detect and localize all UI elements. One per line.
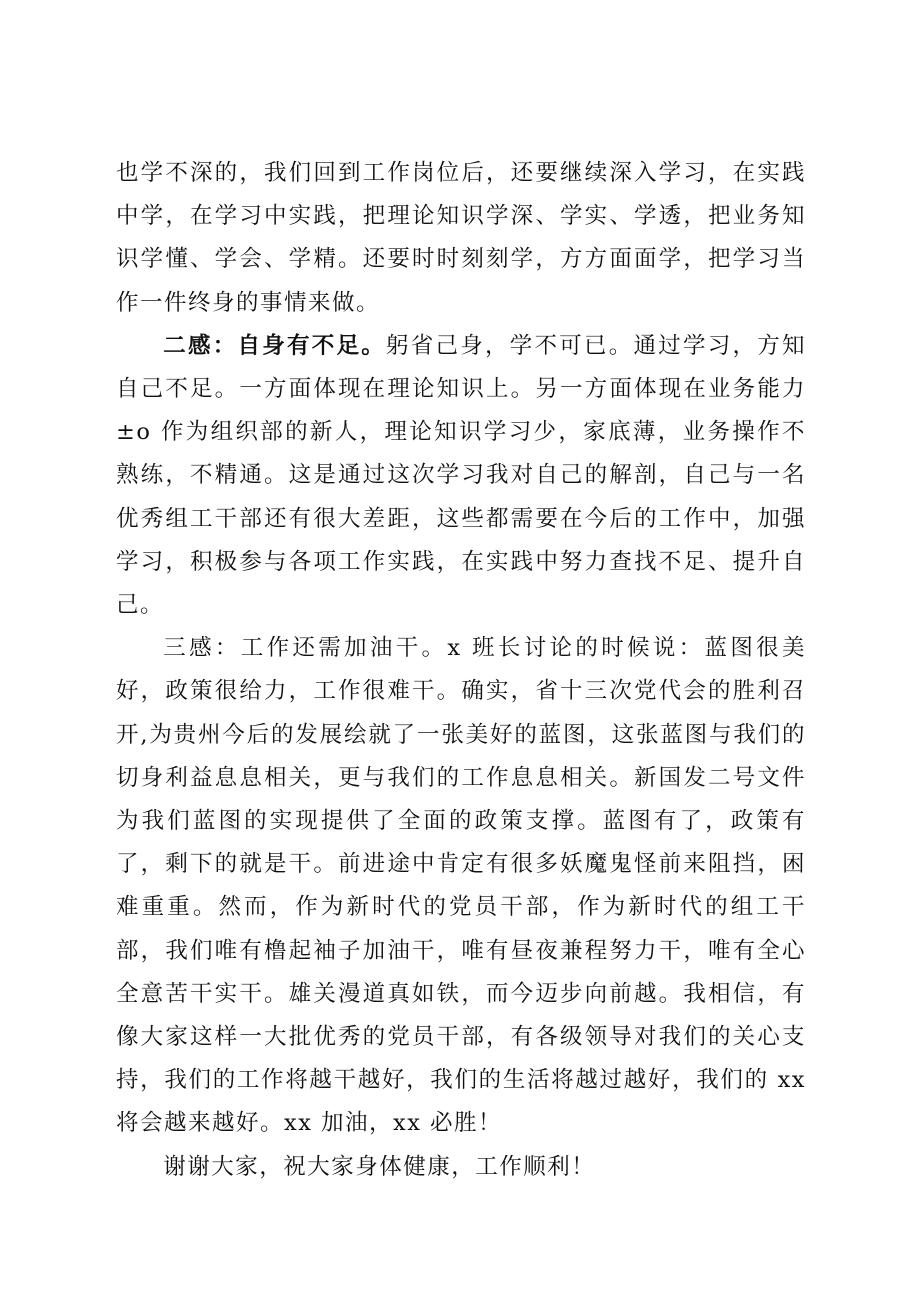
paragraph-4	[116, 1146, 806, 1189]
paragraph-2	[116, 325, 806, 627]
paragraph-3-text: 三感：工作还需加油干。x 班长讨论的时候说：蓝图很美好，政策很给力，工作很难干。确实，省十三次党代会的胜利召开,为贵州今后的发展绘就了一张美好的蓝图，这张蓝图与我们的切身利益息息相关，更与我们的工作息息相关。新国发二号文件为我们蓝图的实现提供了全面的政策支撑。蓝图有了，政策有了，剩下的就是干。前进途中肯定有很多妖魔鬼怪前来阻挡，困难重重。然而，作为新时代的党员干部，作为新时代的组工干部，我们唯有橹起袖子加油干，唯有昼夜兼程努力干，唯有全心全意苦干实干。雄关漫道真如铁，而今迈步向前越。我相信，有像大家这样一大批优秀的党员干部，有各级领导对我们的关心支持，我们的工作将越干越好，我们的生活将越过越好，我们的 xx 将会越来越好。xx 加油，xx 必胜！	[116, 635, 806, 1137]
document-body	[116, 152, 806, 1189]
paragraph-4-text: 谢谢大家，祝大家身体健康，工作顺利！	[163, 1153, 596, 1180]
paragraph-1-text: 也学不深的，我们回到工作岗位后，还要继续深入学习，在实践中学，在学习中实践，把理论知识学深、学实、学透，把业务知识学懂、学会、学精。还要时时刻刻学，方方面面学，把学习当作一件终身的事情来做。	[116, 160, 806, 316]
paragraph-2-text: 躬省己身，学不可已。通过学习，方知自己不足。一方面体现在理论知识上。另一方面体现在业务能力±o 作为组织部的新人，理论知识学习少，家底薄，业务操作不熟练，不精通。这是通过这次学习我对自己的解剖，自己与一名优秀组工干部还有很大差距，这些都需要在今后的工作中，加强学习，积极参与各项工作实践，在实践中努力查找不足、提升自己。	[116, 332, 806, 619]
paragraph-3	[116, 627, 806, 1145]
paragraph-1	[116, 152, 806, 325]
paragraph-2-heading: 二感：自身有不足。	[163, 332, 386, 359]
